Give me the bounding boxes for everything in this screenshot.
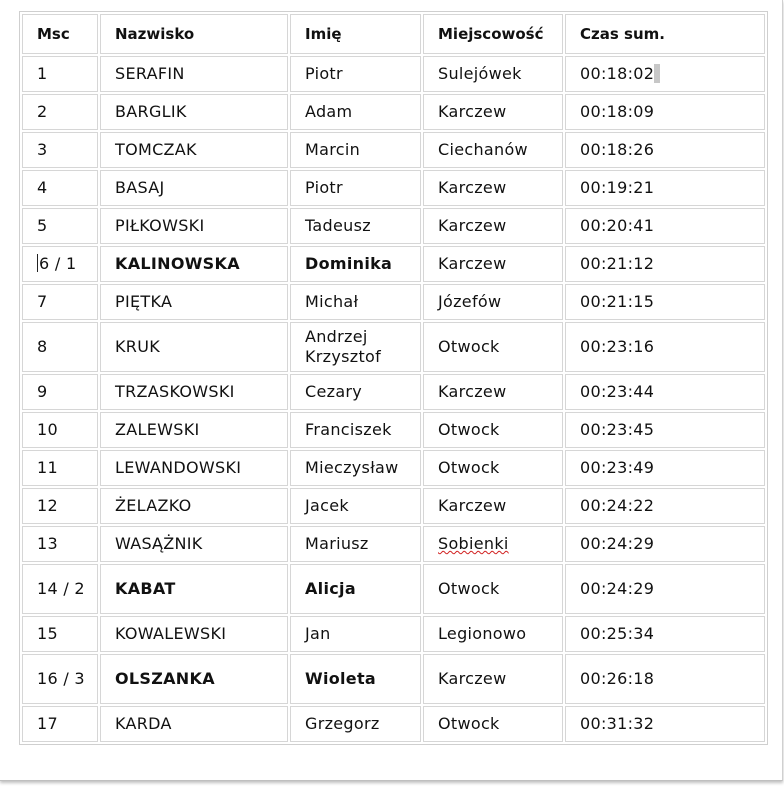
cell-nazwisko[interactable]: SERAFIN [100, 56, 288, 92]
cell-msc[interactable] [22, 246, 98, 282]
cell-nazwisko[interactable]: TOMCZAK [100, 132, 288, 168]
table-row [22, 322, 765, 372]
cell-imie[interactable]: Mieczysław [290, 450, 421, 486]
table-row [22, 170, 765, 206]
cell-imie[interactable]: Piotr [290, 170, 421, 206]
results-table [19, 11, 768, 745]
cell-miejscowosc[interactable]: Karczew [423, 208, 563, 244]
cell-czas[interactable]: 00:31:32 [565, 706, 765, 742]
header-msc[interactable]: Msc [22, 14, 98, 54]
cell-czas[interactable]: 00:21:15 [565, 284, 765, 320]
msc-text: 6 / 1 [39, 254, 77, 273]
table-row [22, 374, 765, 410]
cell-czas[interactable]: 00:24:29 [565, 564, 765, 614]
cell-miejscowosc[interactable]: Otwock [423, 450, 563, 486]
table-row [22, 56, 765, 92]
cell-msc[interactable]: 1 [22, 56, 98, 92]
cell-miejscowosc[interactable]: Józefów [423, 284, 563, 320]
cell-miejscowosc[interactable]: Karczew [423, 654, 563, 704]
cell-imie[interactable]: Franciszek [290, 412, 421, 448]
table-row [22, 450, 765, 486]
cell-msc[interactable]: 13 [22, 526, 98, 562]
cell-miejscowosc[interactable]: Ciechanów [423, 132, 563, 168]
cell-czas[interactable]: 00:23:44 [565, 374, 765, 410]
cell-nazwisko[interactable]: KOWALEWSKI [100, 616, 288, 652]
header-imie[interactable]: Imię [290, 14, 421, 54]
cell-msc[interactable]: 7 [22, 284, 98, 320]
cell-miejscowosc[interactable]: Karczew [423, 170, 563, 206]
cell-czas[interactable]: 00:20:41 [565, 208, 765, 244]
text-cursor-highlight [654, 64, 659, 83]
cell-nazwisko[interactable]: PIĘTKA [100, 284, 288, 320]
cell-czas[interactable]: 00:21:12 [565, 246, 765, 282]
cell-imie[interactable]: Marcin [290, 132, 421, 168]
table-row [22, 706, 765, 742]
cell-imie[interactable]: Alicja [290, 564, 421, 614]
cell-msc[interactable]: 16 / 3 [22, 654, 98, 704]
table-row [22, 654, 765, 704]
cell-nazwisko[interactable]: KABAT [100, 564, 288, 614]
cell-miejscowosc[interactable]: Legionowo [423, 616, 563, 652]
cell-nazwisko[interactable]: LEWANDOWSKI [100, 450, 288, 486]
cell-msc[interactable]: 2 [22, 94, 98, 130]
table-row [22, 488, 765, 524]
cell-czas[interactable]: 00:19:21 [565, 170, 765, 206]
cell-imie[interactable]: Dominika [290, 246, 421, 282]
text-cursor [37, 254, 38, 272]
cell-msc[interactable]: 14 / 2 [22, 564, 98, 614]
cell-imie[interactable]: Wioleta [290, 654, 421, 704]
cell-miejscowosc[interactable]: Otwock [423, 564, 563, 614]
cell-czas[interactable]: 00:24:29 [565, 526, 765, 562]
cell-nazwisko[interactable]: ZALEWSKI [100, 412, 288, 448]
cell-nazwisko[interactable]: TRZASKOWSKI [100, 374, 288, 410]
table-row [22, 616, 765, 652]
cell-czas[interactable]: 00:24:22 [565, 488, 765, 524]
cell-miejscowosc[interactable]: Karczew [423, 374, 563, 410]
header-czas[interactable]: Czas sum. [565, 14, 765, 54]
cell-imie[interactable]: Jacek [290, 488, 421, 524]
cell-miejscowosc[interactable]: Karczew [423, 94, 563, 130]
header-row [22, 14, 765, 54]
cell-nazwisko[interactable]: BASAJ [100, 170, 288, 206]
table-row [22, 412, 765, 448]
cell-miejscowosc[interactable]: Sulejówek [423, 56, 563, 92]
table-row [22, 132, 765, 168]
cell-czas[interactable]: 00:23:45 [565, 412, 765, 448]
cell-miejscowosc[interactable]: Otwock [423, 706, 563, 742]
cell-msc[interactable]: 3 [22, 132, 98, 168]
cell-czas[interactable]: 00:23:16 [565, 322, 765, 372]
cell-czas[interactable]: 00:18:09 [565, 94, 765, 130]
cell-imie[interactable]: Michał [290, 284, 421, 320]
cell-nazwisko[interactable]: BARGLIK [100, 94, 288, 130]
cell-nazwisko[interactable]: KARDA [100, 706, 288, 742]
cell-imie[interactable]: Adam [290, 94, 421, 130]
table-row [22, 526, 765, 562]
cell-nazwisko[interactable]: KALINOWSKA [100, 246, 288, 282]
cell-nazwisko[interactable]: OLSZANKA [100, 654, 288, 704]
cell-imie[interactable]: Mariusz [290, 526, 421, 562]
cell-czas[interactable]: 00:18:26 [565, 132, 765, 168]
cell-imie[interactable]: Piotr [290, 56, 421, 92]
cell-miejscowosc[interactable]: Otwock [423, 322, 563, 372]
cell-nazwisko[interactable]: WASĄŻNIK [100, 526, 288, 562]
header-miejscowosc[interactable]: Miejscowość [423, 14, 563, 54]
table-row [22, 246, 765, 282]
cell-czas[interactable]: 00:25:34 [565, 616, 765, 652]
cell-miejscowosc[interactable]: Otwock [423, 412, 563, 448]
czas-text: 00:18:02 [580, 64, 655, 83]
table-row [22, 208, 765, 244]
cell-msc[interactable]: 11 [22, 450, 98, 486]
cell-msc[interactable]: 17 [22, 706, 98, 742]
table-row [22, 564, 765, 614]
cell-imie[interactable]: Cezary [290, 374, 421, 410]
cell-imie[interactable]: Grzegorz [290, 706, 421, 742]
cell-czas[interactable] [565, 56, 765, 92]
cell-czas[interactable]: 00:26:18 [565, 654, 765, 704]
cell-miejscowosc[interactable]: Karczew [423, 488, 563, 524]
cell-msc[interactable]: 8 [22, 322, 98, 372]
cell-imie[interactable]: Andrzej Krzysztof [290, 322, 421, 372]
cell-imie[interactable]: Jan [290, 616, 421, 652]
cell-nazwisko[interactable]: PIŁKOWSKI [100, 208, 288, 244]
cell-nazwisko[interactable]: KRUK [100, 322, 288, 372]
cell-msc[interactable]: 4 [22, 170, 98, 206]
spellcheck-underlined-text: Sobienki [438, 534, 509, 553]
header-nazwisko[interactable]: Nazwisko [100, 14, 288, 54]
cell-msc[interactable]: 12 [22, 488, 98, 524]
cell-czas[interactable]: 00:23:49 [565, 450, 765, 486]
cell-miejscowosc[interactable]: Karczew [423, 246, 563, 282]
cell-msc[interactable]: 15 [22, 616, 98, 652]
cell-msc[interactable]: 5 [22, 208, 98, 244]
cell-imie[interactable]: Tadeusz [290, 208, 421, 244]
table-row [22, 284, 765, 320]
cell-msc[interactable]: 9 [22, 374, 98, 410]
cell-nazwisko[interactable]: ŻELAZKO [100, 488, 288, 524]
cell-miejscowosc[interactable] [423, 526, 563, 562]
table-row [22, 94, 765, 130]
cell-msc[interactable]: 10 [22, 412, 98, 448]
